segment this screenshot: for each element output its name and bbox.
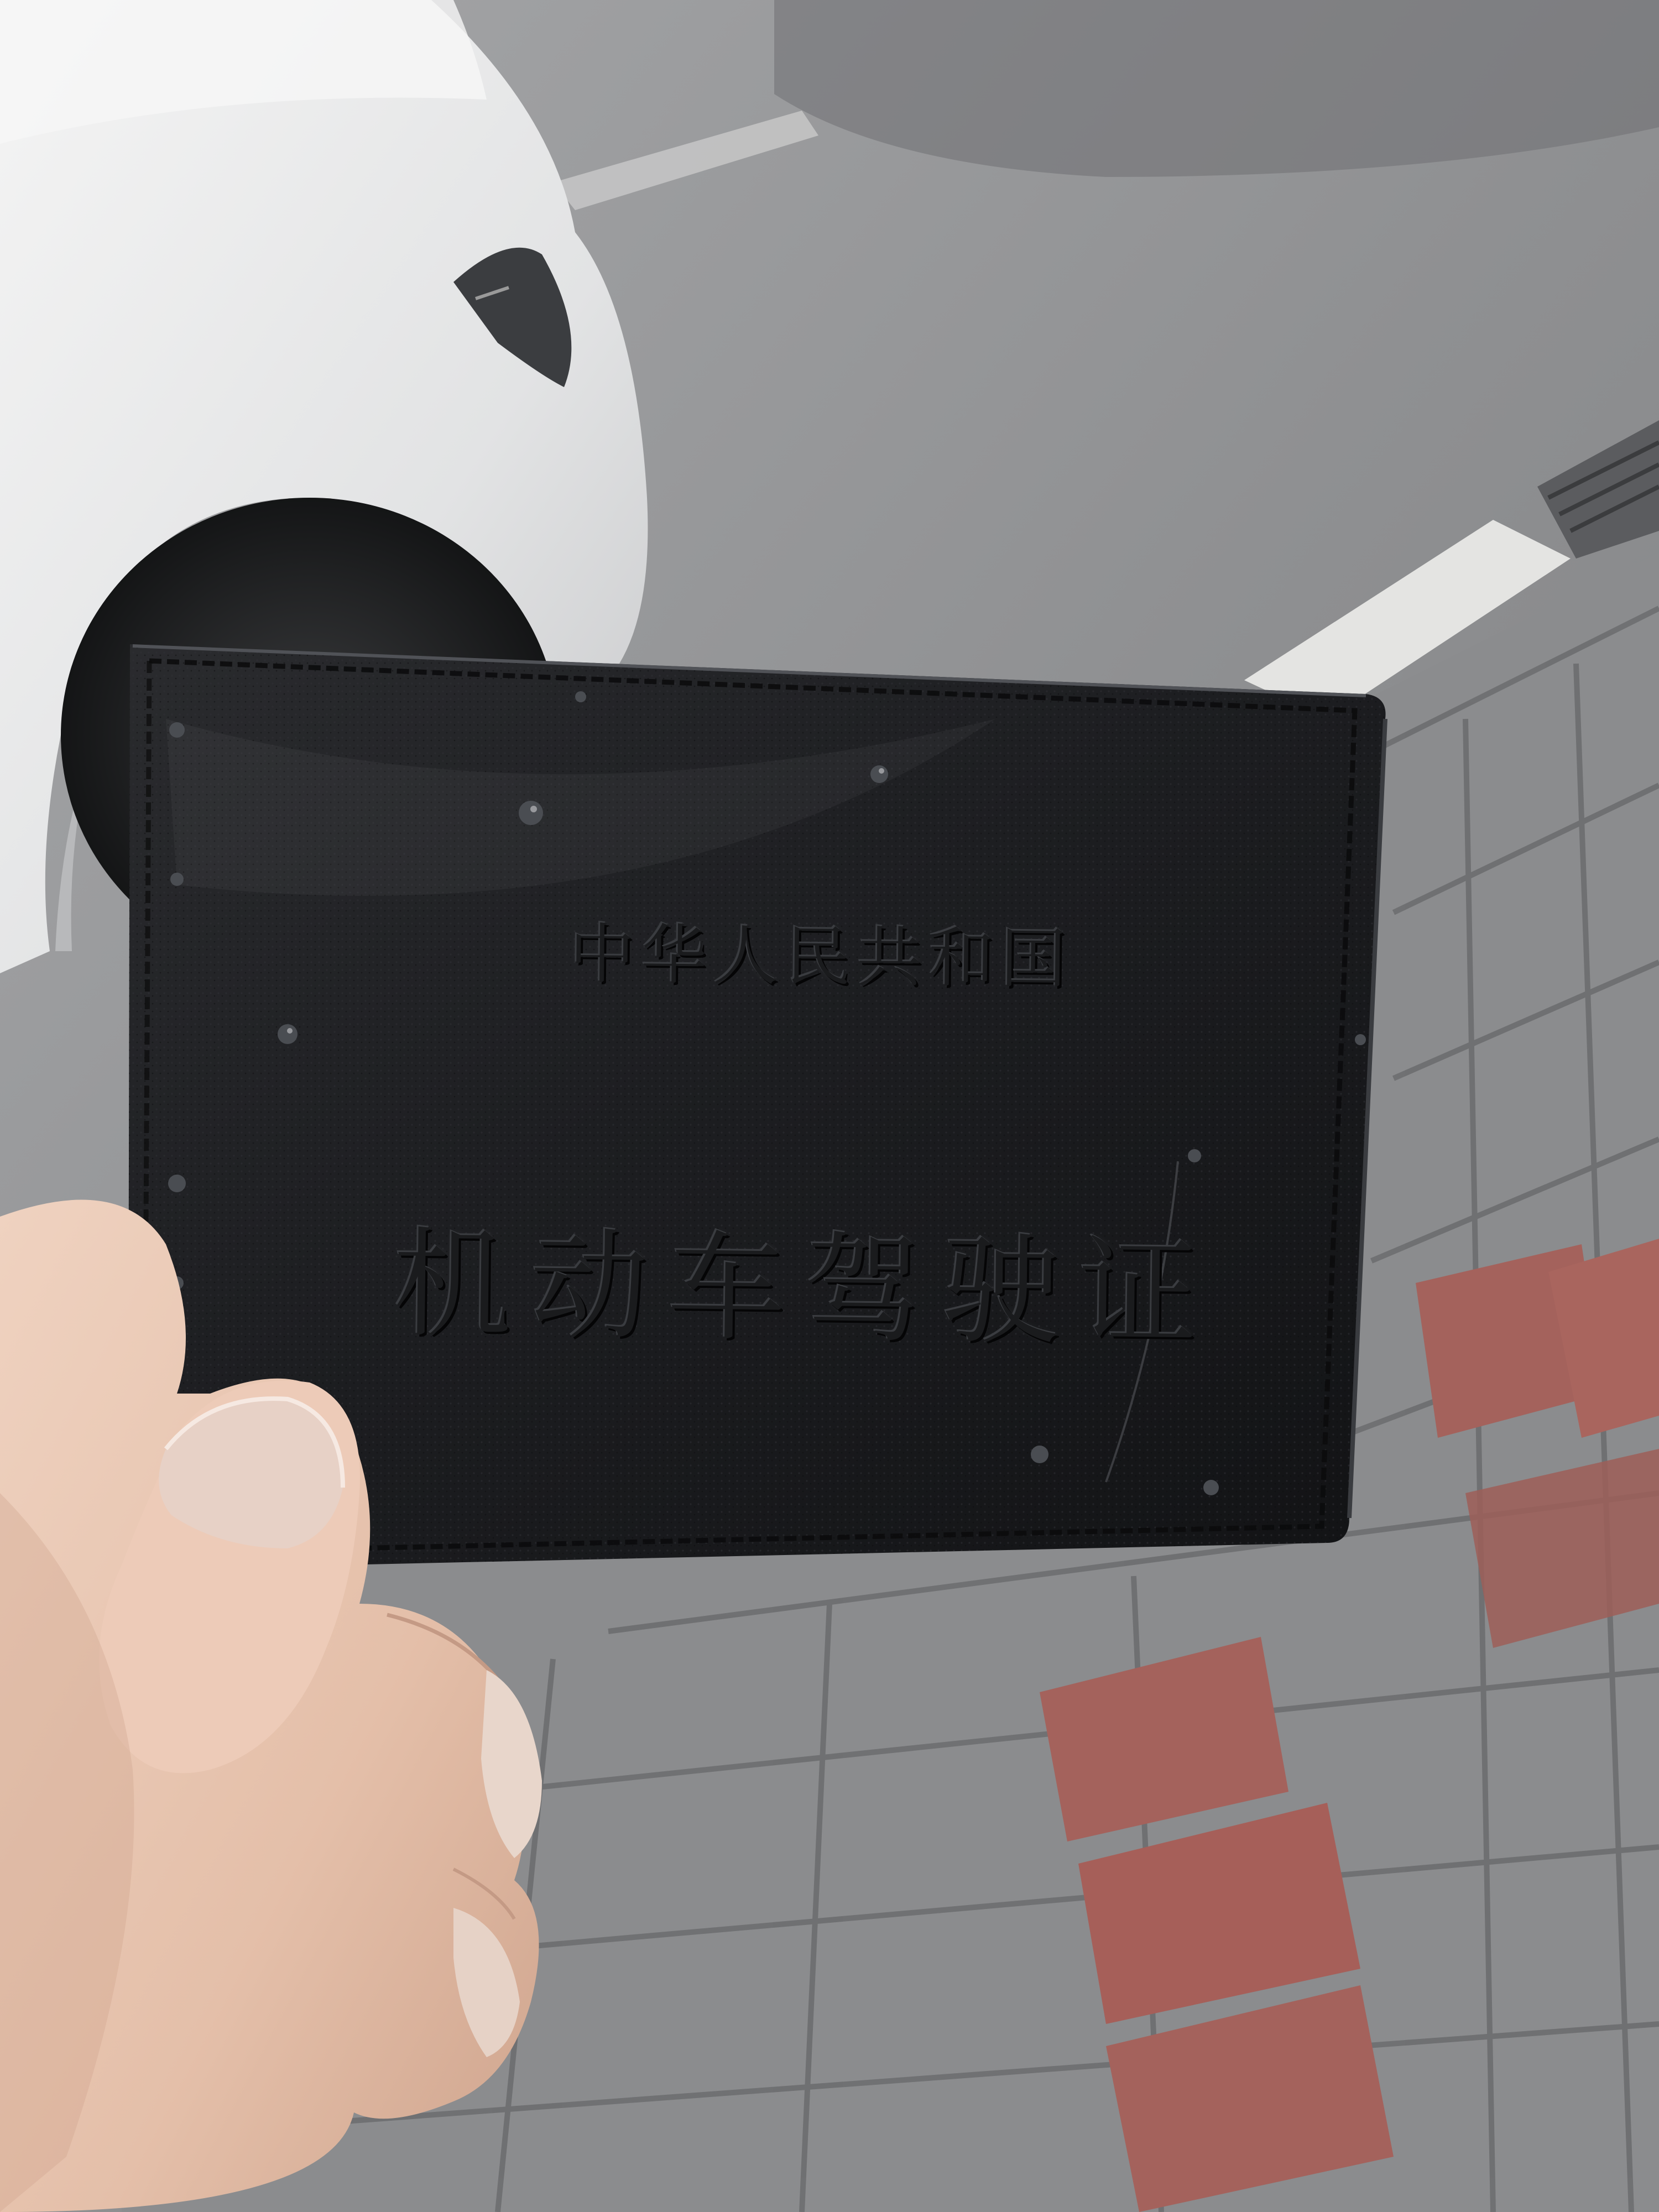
cover-country-name: 中华人民共和国 [569, 916, 1073, 998]
cover-document-title: 机动车驾驶证 [392, 1215, 1217, 1364]
